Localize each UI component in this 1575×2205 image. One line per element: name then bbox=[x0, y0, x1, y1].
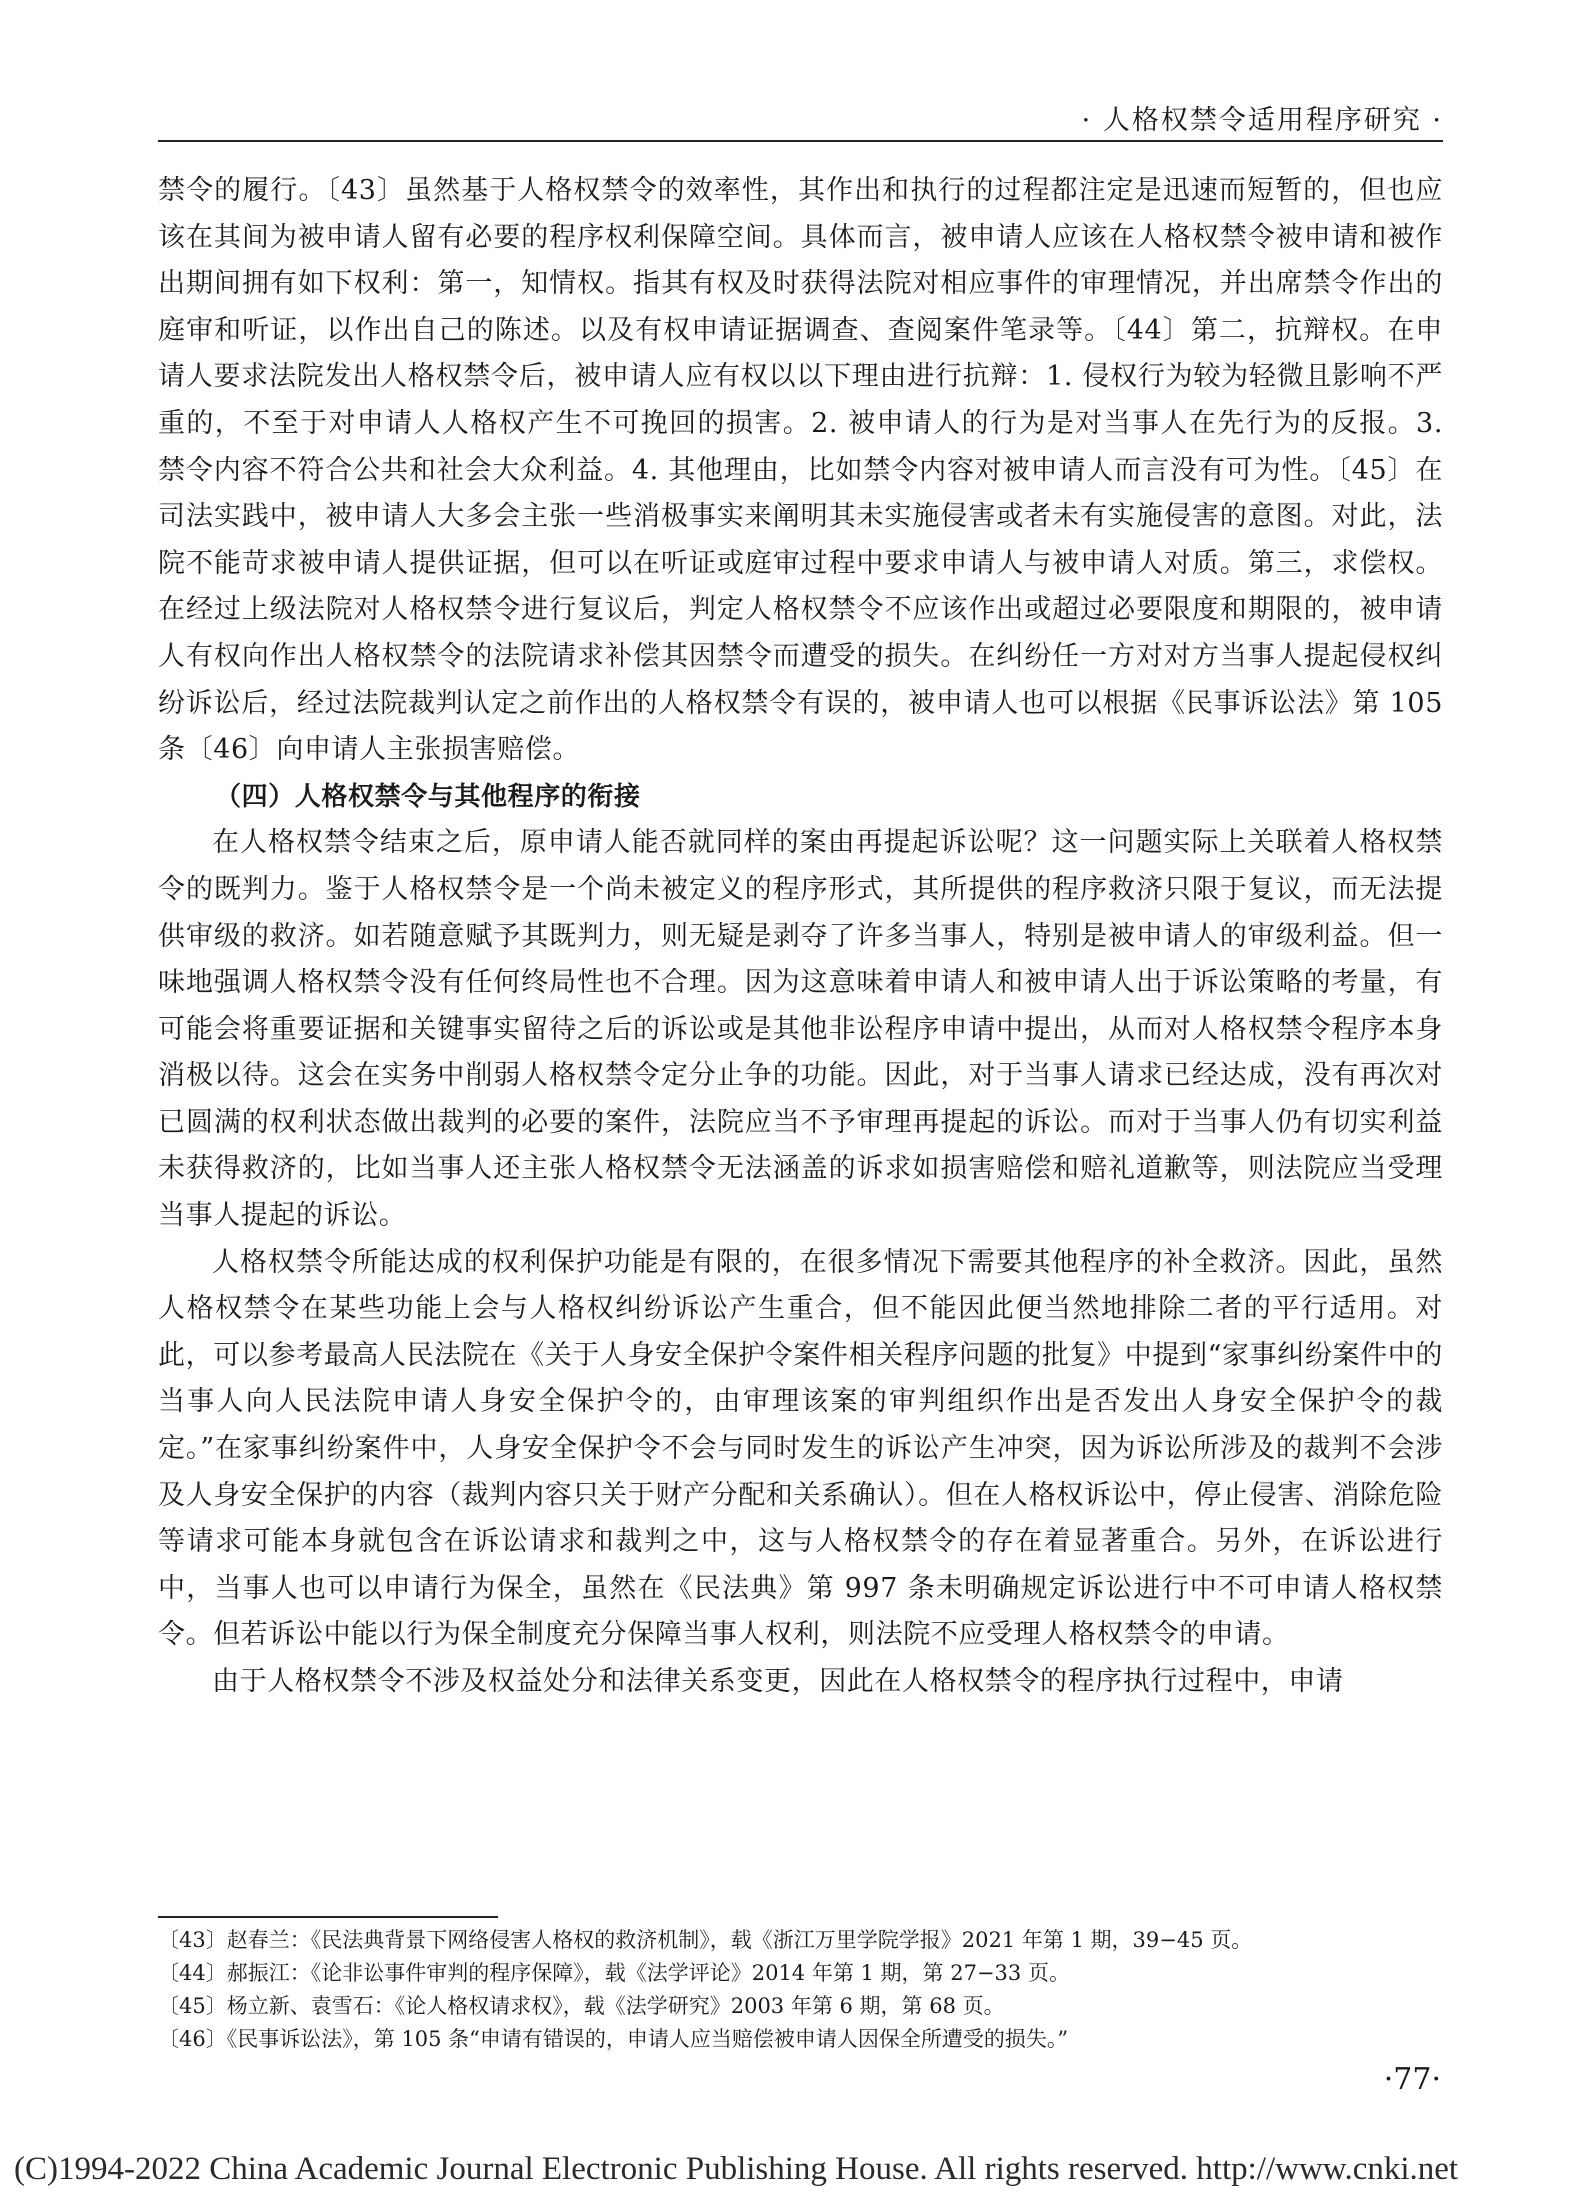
footnote-43: 〔43〕赵春兰：《民法典背景下网络侵害人格权的救济机制》，载《浙江万里学院学报》2021 年第 1 期，39−45 页。 bbox=[158, 1928, 1253, 1952]
paragraph: 禁令的履行。〔43〕虽然基于人格权禁令的效率性，其作出和执行的过程都注定是迅速而短暂的，但也应该在其间为被申请人留有必要的程序权利保障空间。具体而言，被申请人应该在人格权禁令被申请和被作出期间拥有如下权利：第一，知情权。指其有权及时获得法院对相应事件的审理情况，并出席禁令作出的庭审和听证，以作出自己的陈述。以及有权申请证据调查、查阅案件笔录等。〔44〕第二，抗辩权。在申请人要求法院发出人格权禁令后，被申请人应有权以以下理由进行抗辩：1. 侵权行为较为轻微且影响不严重的，不至于对申请人人格权产生不可挽回的损害。2. 被申请人的行为是对当事人在先行为的反报。3. 禁令内容不符合公共和社会大众利益。4. 其他理由，比如禁令内容对被申请人而言没有可为性。〔45〕在司法实践中，被申请人大多会主张一些消极事实来阐明其未实施侵害或者未有实施侵害的意图。对此，法院不能苛求被申请人提供证据，但可以在听证或庭审过程中要求申请人与被申请人对质。第三，求偿权。在经过上级法院对人格权禁令进行复议后，判定人格权禁令不应该作出或超过必要限度和期限的，被申请人有权向作出人格权禁令的法院请求补偿其因禁令而遭受的损失。在纠纷任一方对对方当事人提起侵权纠纷诉讼后，经过法院裁判认定之前作出的人格权禁令有误的，被申请人也可以根据《民事诉讼法》第 105 条〔46〕向申请人主张损害赔偿。 bbox=[158, 175, 1443, 766]
footnotes bbox=[158, 1924, 1443, 2056]
article-body bbox=[158, 168, 1443, 1706]
header-rule bbox=[158, 140, 1443, 142]
page-number: ·77· bbox=[1383, 2062, 1441, 2097]
paragraph: 在人格权禁令结束之后，原申请人能否就同样的案由再提起诉讼呢？这一问题实际上关联着人格权禁令的既判力。鉴于人格权禁令是一个尚未被定义的程序形式，其所提供的程序救济只限于复议，而无法提供审级的救济。如若随意赋予其既判力，则无疑是剥夺了许多当事人，特别是被申请人的审级利益。但一味地强调人格权禁令没有任何终局性也不合理。因为这意味着申请人和被申请人出于诉讼策略的考量，有可能会将重要证据和关键事实留待之后的诉讼或是其他非讼程序申请中提出，从而对人格权禁令程序本身消极以待。这会在实务中削弱人格权禁令定分止争的功能。因此，对于当事人请求已经达成，没有再次对已圆满的权利状态做出裁判的必要的案件，法院应当不予审理再提起的诉讼。而对于当事人仍有切实利益未获得救济的，比如当事人还主张人格权禁令无法涵盖的诉求如损害赔偿和赔礼道歉等，则法院应当受理当事人提起的诉讼。 bbox=[158, 827, 1443, 1232]
running-header: · 人格权禁令适用程序研究 · bbox=[1081, 105, 1443, 136]
paragraph: 人格权禁令所能达成的权利保护功能是有限的，在很多情况下需要其他程序的补全救济。因此，虽然人格权禁令在某些功能上会与人格权纠纷诉讼产生重合，但不能因此便当然地排除二者的平行适用。对此，可以参考最高人民法院在《关于人身安全保护令案件相关程序问题的批复》中提到“家事纠纷案件中的当事人向人民法院申请人身安全保护令的，由审理该案的审判组织作出是否发出人身安全保护令的裁定。”在家事纠纷案件中，人身安全保护令不会与同时发生的诉讼产生冲突，因为诉讼所涉及的裁判不会涉及人身安全保护的内容（裁判内容只关于财产分配和关系确认）。但在人格权诉讼中，停止侵害、消除危险等请求可能本身就包含在诉讼请求和裁判之中，这与人格权禁令的存在着显著重合。另外，在诉讼进行中，当事人也可以申请行为保全，虽然在《民法典》第 997 条未明确规定诉讼进行中不可申请人格权禁令。但若诉讼中能以行为保全制度充分保障当事人权利，则法院不应受理人格权禁令的申请。 bbox=[158, 1246, 1443, 1651]
copyright-line: (C)1994-2022 China Academic Journal Electronic Publishing House. All rights reserved. http://www.cnki.net bbox=[14, 2151, 1459, 2187]
paragraph: 由于人格权禁令不涉及权益处分和法律关系变更，因此在人格权禁令的程序执行过程中，申请 bbox=[212, 1666, 1344, 1697]
section-heading: （四）人格权禁令与其他程序的衔接 bbox=[215, 781, 641, 812]
footnote-46: 〔46〕《民事诉讼法》，第 105 条“申请有错误的，申请人应当赔偿被申请人因保全所遭受的损失。” bbox=[158, 2027, 1069, 2051]
footnote-45: 〔45〕杨立新、袁雪石：《论人格权请求权》，载《法学研究》2003 年第 6 期，第 68 页。 bbox=[158, 1994, 1005, 2018]
footnote-44: 〔44〕郝振江：《论非讼事件审判的程序保障》，载《法学评论》2014 年第 1 期，第 27−33 页。 bbox=[158, 1961, 1070, 1985]
footnote-rule bbox=[158, 1916, 498, 1918]
